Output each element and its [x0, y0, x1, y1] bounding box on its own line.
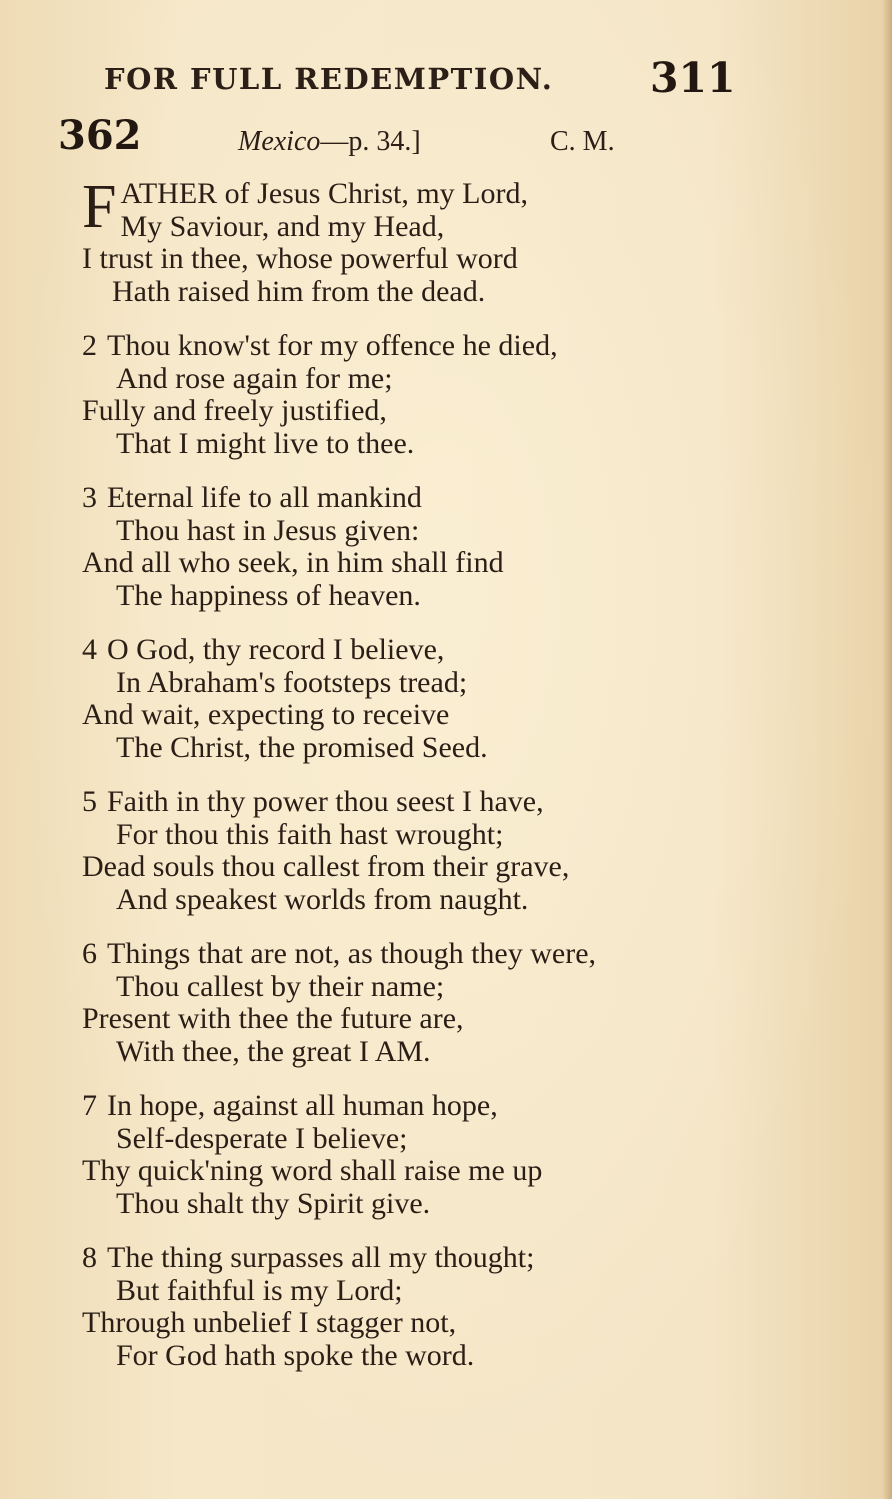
verse-number: 4 — [82, 633, 97, 666]
stanza-line: Hath raised him from the dead. — [112, 274, 486, 308]
stanza-line: But faithful is my Lord; — [116, 1273, 403, 1307]
tune-name: Mexico — [238, 126, 321, 157]
stanza-line: For thou this faith hast wrought; — [116, 817, 504, 851]
stanza-line: Thou hast in Jesus given: — [116, 513, 420, 547]
stanza-8 — [82, 1242, 742, 1372]
stanza-line: Thou shalt thy Spirit give. — [116, 1186, 431, 1220]
stanza-line: Dead souls thou callest from their grave, — [82, 850, 570, 883]
stanza-line: Eternal life to all mankind — [107, 481, 422, 514]
stanza-line: And speakest worlds from naught. — [116, 882, 529, 916]
stanza-first-line — [82, 938, 742, 971]
stanza-line: O God, thy record I believe, — [107, 633, 445, 666]
hymn-heading — [58, 112, 678, 164]
verse-number: 2 — [82, 329, 97, 362]
hymn-number: 362 — [58, 112, 142, 159]
verse-number: 3 — [82, 481, 97, 514]
running-head — [104, 56, 744, 104]
stanza-line: In Abraham's footsteps tread; — [116, 665, 468, 699]
stanza-line: Thy quick'ning word shall raise me up — [82, 1154, 543, 1187]
stanza-1 — [82, 173, 742, 308]
stanza-line: Faith in thy power thou seest I have, — [107, 785, 544, 818]
stanza-line: Thou know'st for my offence he died, — [107, 329, 558, 362]
verse-number: 6 — [82, 937, 97, 970]
hymn-text — [82, 173, 742, 1394]
stanza-line: The Christ, the promised Seed. — [116, 730, 488, 764]
stanza-line: With thee, the great I AM. — [116, 1034, 431, 1068]
stanza-first-line — [82, 482, 742, 515]
stanza-3 — [82, 482, 742, 612]
stanza-line: In hope, against all human hope, — [107, 1089, 498, 1122]
drop-cap: F — [82, 173, 117, 241]
stanza-line: That I might live to thee. — [116, 426, 415, 460]
tune-reference — [238, 126, 421, 158]
stanza-line: The happiness of heaven. — [116, 578, 421, 612]
stanza-line: I trust in thee, whose powerful word — [82, 242, 518, 275]
stanza-line: And rose again for me; — [116, 361, 393, 395]
verse-number: 7 — [82, 1089, 97, 1122]
stanza-line: My Saviour, and my Head, — [120, 209, 445, 243]
stanza-line: Thou callest by their name; — [116, 969, 445, 1003]
stanza-first-line — [82, 786, 742, 819]
tune-page-ref: —p. 34.] — [320, 126, 421, 157]
stanza-line: And wait, expecting to receive — [82, 698, 450, 731]
stanza-2 — [82, 330, 742, 460]
stanza-4 — [82, 634, 742, 764]
stanza-line: Self-desperate I believe; — [116, 1121, 408, 1155]
stanza-first-line — [82, 1090, 742, 1123]
stanza-line: The thing surpasses all my thought; — [107, 1241, 535, 1274]
stanza-line: ATHER of Jesus Christ, my Lord, — [120, 177, 528, 210]
stanza-line: For God hath spoke the word. — [116, 1338, 475, 1372]
stanza-line: Present with thee the future are, — [82, 1002, 464, 1035]
stanza-line: Fully and freely justified, — [82, 394, 387, 427]
stanza-7 — [82, 1090, 742, 1220]
verse-number: 8 — [82, 1241, 97, 1274]
stanza-first-line — [82, 1242, 742, 1275]
hymn-meter: C. M. — [550, 126, 615, 157]
stanza-6 — [82, 938, 742, 1068]
page-number: 311 — [650, 54, 736, 102]
stanza-first-line — [82, 330, 742, 363]
stanza-5 — [82, 786, 742, 916]
stanza-line: Through unbelief I stagger not, — [82, 1306, 457, 1339]
stanza-line: And all who seek, in him shall find — [82, 546, 504, 579]
stanza-first-line — [82, 634, 742, 667]
verse-number: 5 — [82, 785, 97, 818]
page-edge-shadow — [882, 0, 892, 1499]
running-head-title: FOR FULL REDEMPTION. — [104, 62, 554, 96]
stanza-line: Things that are not, as though they were, — [107, 937, 597, 970]
